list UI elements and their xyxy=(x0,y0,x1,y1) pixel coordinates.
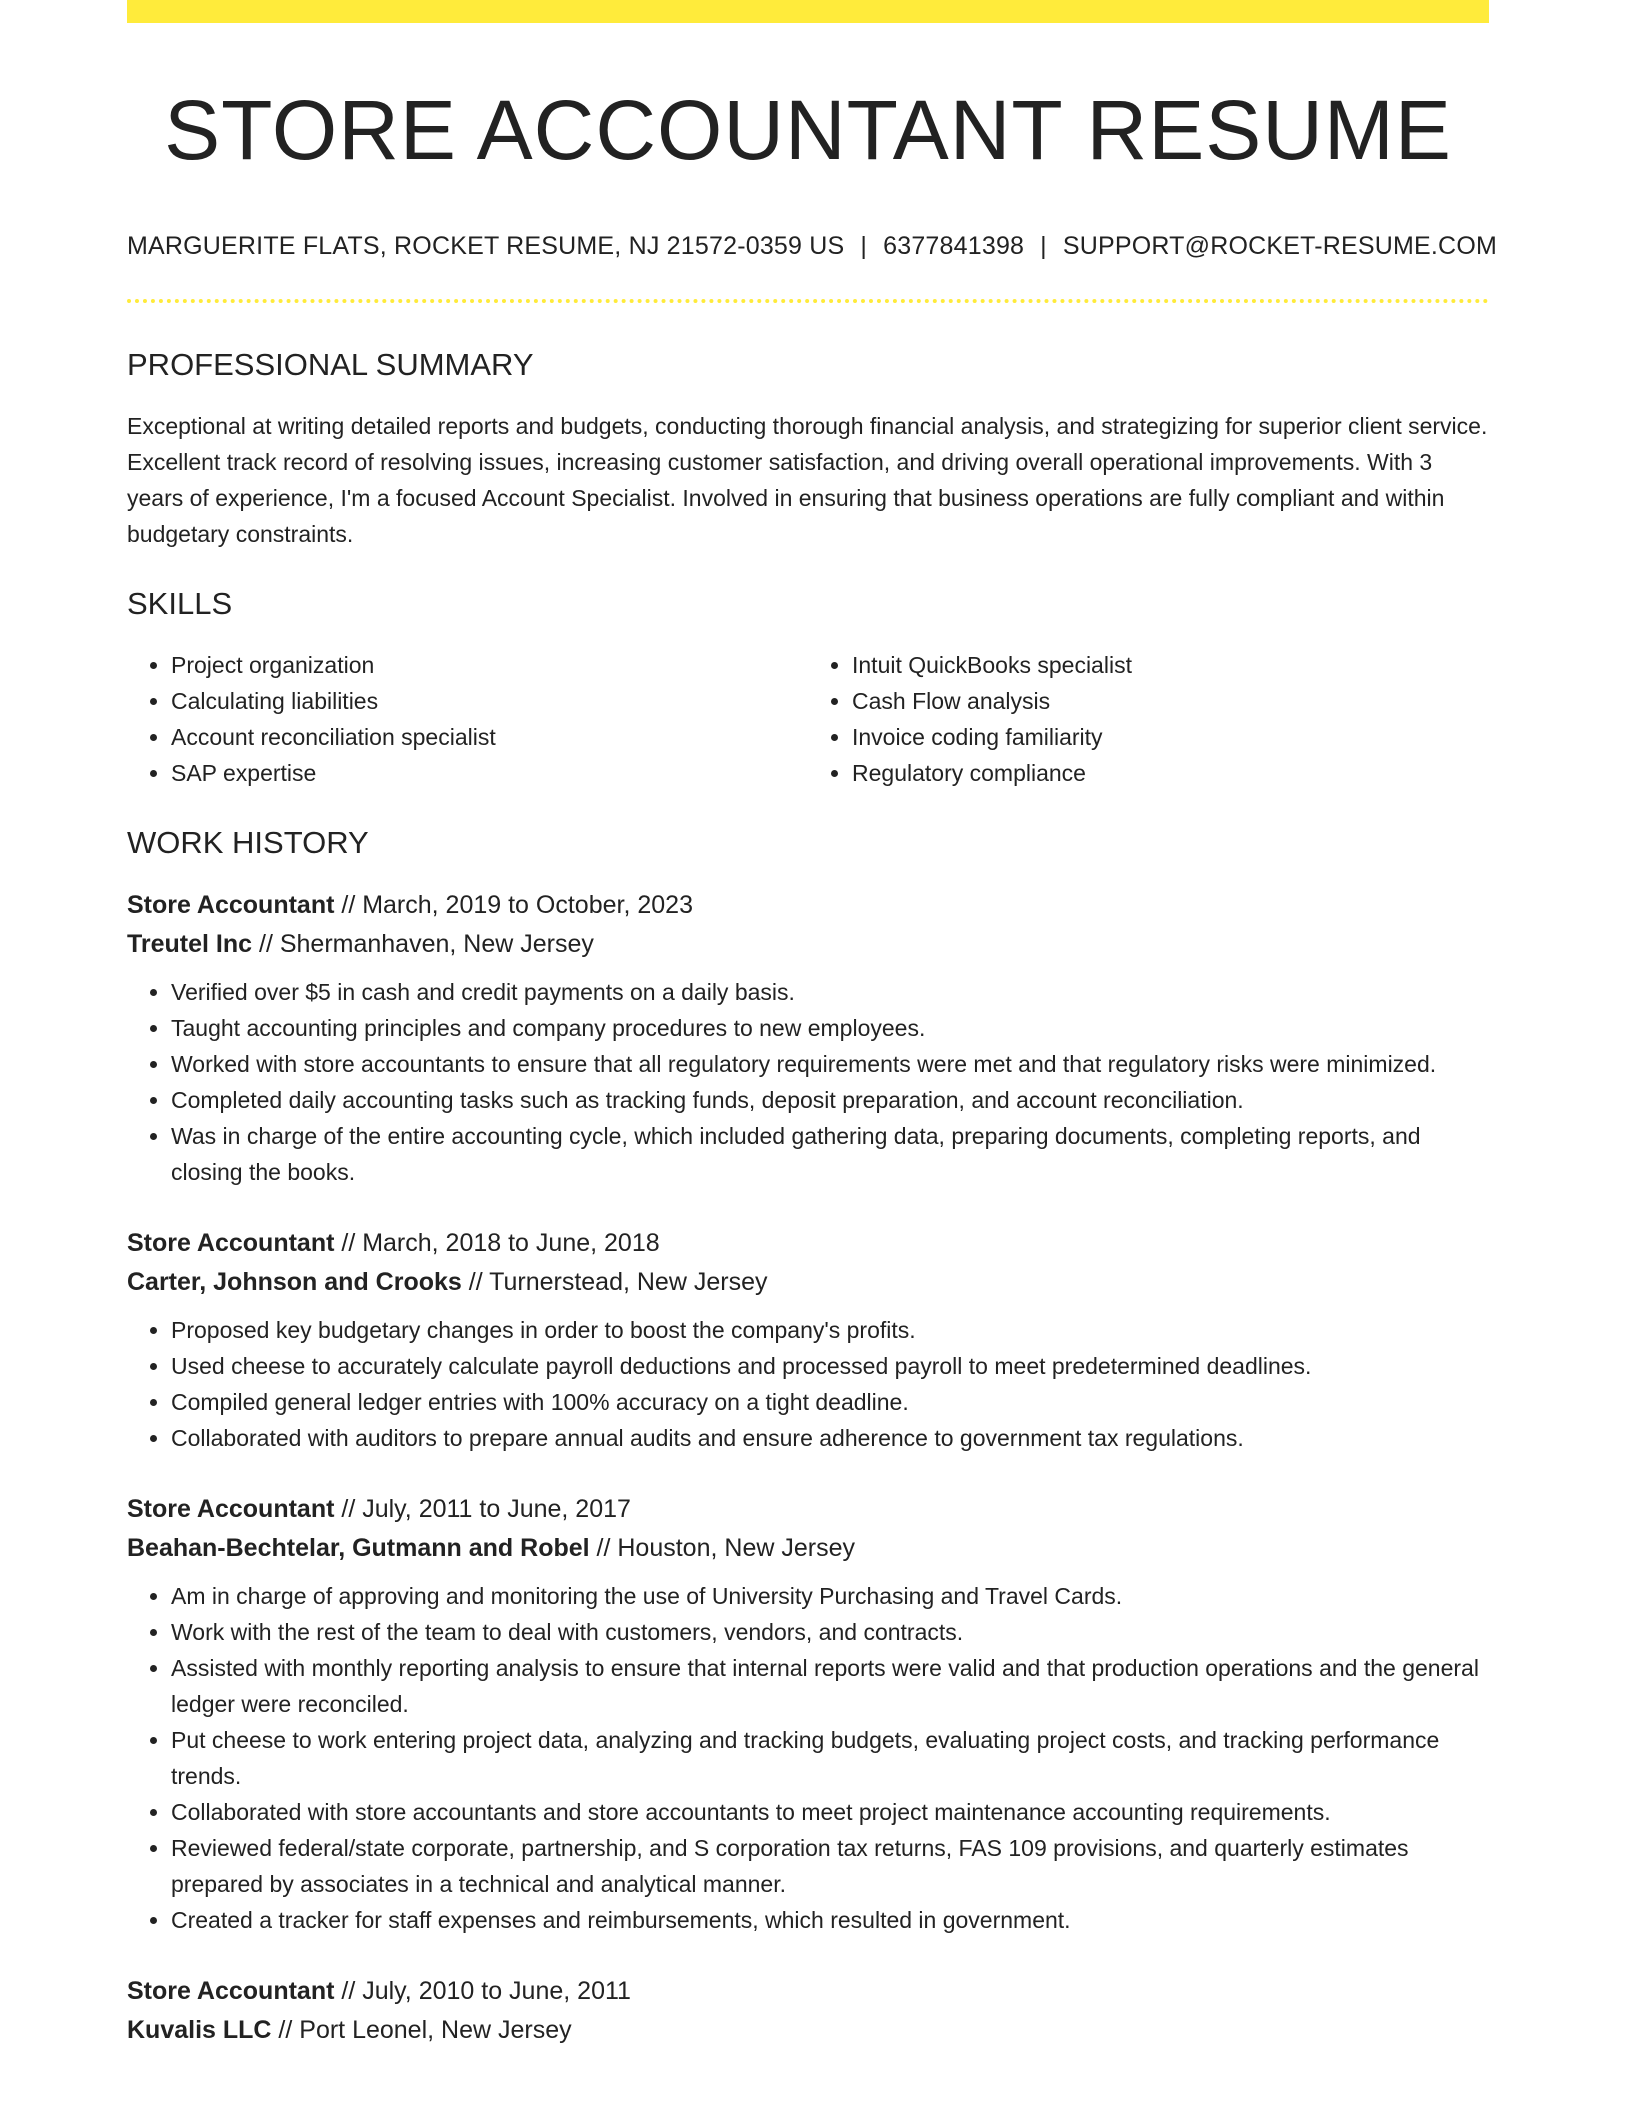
job-bullet: • Reviewed federal/state corporate, partnership, and S corporation tax returns, FAS 109 provisions, and quarterly estimates prepared by associates in a technical and analytical manner. xyxy=(171,1830,1489,1902)
job-bullet: • Used cheese to accurately calculate payroll deductions and processed payroll to meet predetermined deadlines. xyxy=(171,1348,1489,1384)
job-dates: // March, 2018 to June, 2018 xyxy=(334,1229,660,1257)
job-title-line xyxy=(127,886,1489,925)
job-bullet: • Collaborated with store accountants and store accountants to meet project maintenance accounting requirements. xyxy=(171,1794,1489,1830)
contact-address: MARGUERITE FLATS, ROCKET RESUME, NJ 21572-0359 US xyxy=(127,232,845,260)
job-bullet: • Was in charge of the entire accounting cycle, which included gathering data, preparing documents, completing reports, and closing the books. xyxy=(171,1118,1489,1190)
job-company: Beahan-Bechtelar, Gutmann and Robel xyxy=(127,1534,590,1562)
job-dates: // March, 2019 to October, 2023 xyxy=(334,891,693,919)
job-company-line xyxy=(127,2011,1489,2050)
job-company: Treutel Inc xyxy=(127,930,253,958)
skill-item: • Cash Flow analysis xyxy=(852,683,1489,719)
contact-phone: 6377841398 xyxy=(883,232,1025,260)
job-title: Store Accountant xyxy=(127,891,335,919)
job-entry xyxy=(127,1972,1489,2050)
job-bullet: • Verified over $5 in cash and credit payments on a daily basis. xyxy=(171,974,1489,1010)
job-title: Store Accountant xyxy=(127,1495,335,1523)
job-bullet: • Taught accounting principles and company procedures to new employees. xyxy=(171,1010,1489,1046)
job-entry xyxy=(127,886,1489,1190)
summary-text: Exceptional at writing detailed reports and budgets, conducting thorough financial analysis, and strategizing for superior client service. Excellent track record of resolving issues, increasing customer satisfaction, and driving overall operational improvements. With 3 years of experience, I'm a focused Account Specialist. Involved in ensuring that business operations are fully compliant and within budgetary constraints. xyxy=(127,413,1488,547)
job-company: Carter, Johnson and Crooks xyxy=(127,1268,462,1296)
skill-item: • Regulatory compliance xyxy=(852,755,1489,791)
work-history-list xyxy=(127,886,1489,2050)
job-bullets xyxy=(127,1312,1489,1456)
skill-item: • SAP expertise xyxy=(171,755,808,791)
job-bullets xyxy=(127,1578,1489,1938)
job-bullet: • Assisted with monthly reporting analysis to ensure that internal reports were valid and that production operations and the general ledger were reconciled. xyxy=(171,1650,1489,1722)
skills-heading: SKILLS xyxy=(127,586,233,621)
job-title: Store Accountant xyxy=(127,1229,335,1257)
job-bullet: • Completed daily accounting tasks such as tracking funds, deposit preparation, and account reconciliation. xyxy=(171,1082,1489,1118)
skill-item: • Account reconciliation specialist xyxy=(171,719,808,755)
job-company: Kuvalis LLC xyxy=(127,2016,272,2044)
job-title: Store Accountant xyxy=(127,1977,335,2005)
skills-right-column xyxy=(808,647,1489,791)
job-title-line xyxy=(127,1972,1489,2011)
contact-email[interactable]: SUPPORT@ROCKET-RESUME.COM xyxy=(1062,232,1497,260)
job-location: // Houston, New Jersey xyxy=(589,1534,855,1562)
job-bullet: • Put cheese to work entering project data, analyzing and tracking budgets, evaluating project costs, and tracking performance trends. xyxy=(171,1722,1489,1794)
job-title-line xyxy=(127,1224,1489,1263)
work-history-heading: WORK HISTORY xyxy=(127,825,369,860)
job-dates: // July, 2010 to June, 2011 xyxy=(334,1977,631,2005)
summary-heading: PROFESSIONAL SUMMARY xyxy=(127,347,534,382)
job-bullet: • Am in charge of approving and monitoring the use of University Purchasing and Travel Cards. xyxy=(171,1578,1489,1614)
job-location: // Turnerstead, New Jersey xyxy=(461,1268,768,1296)
skill-item: • Project organization xyxy=(171,647,808,683)
resume-content xyxy=(127,80,1497,2050)
job-company-line xyxy=(127,1529,1489,1568)
skills-left-column xyxy=(127,647,808,791)
job-company-line xyxy=(127,925,1489,964)
dotted-divider xyxy=(127,299,1489,303)
job-title-line xyxy=(127,1490,1489,1529)
job-bullet: • Collaborated with auditors to prepare annual audits and ensure adherence to government tax regulations. xyxy=(171,1420,1489,1456)
skill-item: • Calculating liabilities xyxy=(171,683,808,719)
job-bullet: • Compiled general ledger entries with 100% accuracy on a tight deadline. xyxy=(171,1384,1489,1420)
contact-line xyxy=(127,232,1497,261)
skills-list xyxy=(127,647,1489,791)
job-location: // Shermanhaven, New Jersey xyxy=(252,930,594,958)
job-company-line xyxy=(127,1263,1489,1302)
job-bullet: • Work with the rest of the team to deal with customers, vendors, and contracts. xyxy=(171,1614,1489,1650)
job-location: // Port Leonel, New Jersey xyxy=(271,2016,572,2044)
skill-item: • Invoice coding familiarity xyxy=(852,719,1489,755)
job-bullets xyxy=(127,974,1489,1190)
job-entry xyxy=(127,1224,1489,1456)
job-bullet: • Proposed key budgetary changes in order to boost the company's profits. xyxy=(171,1312,1489,1348)
job-bullet: • Created a tracker for staff expenses and reimbursements, which resulted in government. xyxy=(171,1902,1489,1938)
top-accent-bar xyxy=(127,0,1489,23)
contact-separator: | xyxy=(1040,232,1047,260)
contact-separator: | xyxy=(860,232,868,260)
resume-title: STORE ACCOUNTANT RESUME xyxy=(164,83,1452,177)
skill-item: • Intuit QuickBooks specialist xyxy=(852,647,1489,683)
job-dates: // July, 2011 to June, 2017 xyxy=(334,1495,631,1523)
job-entry xyxy=(127,1490,1489,1938)
job-bullet: • Worked with store accountants to ensure that all regulatory requirements were met and that regulatory risks were minimized. xyxy=(171,1046,1489,1082)
